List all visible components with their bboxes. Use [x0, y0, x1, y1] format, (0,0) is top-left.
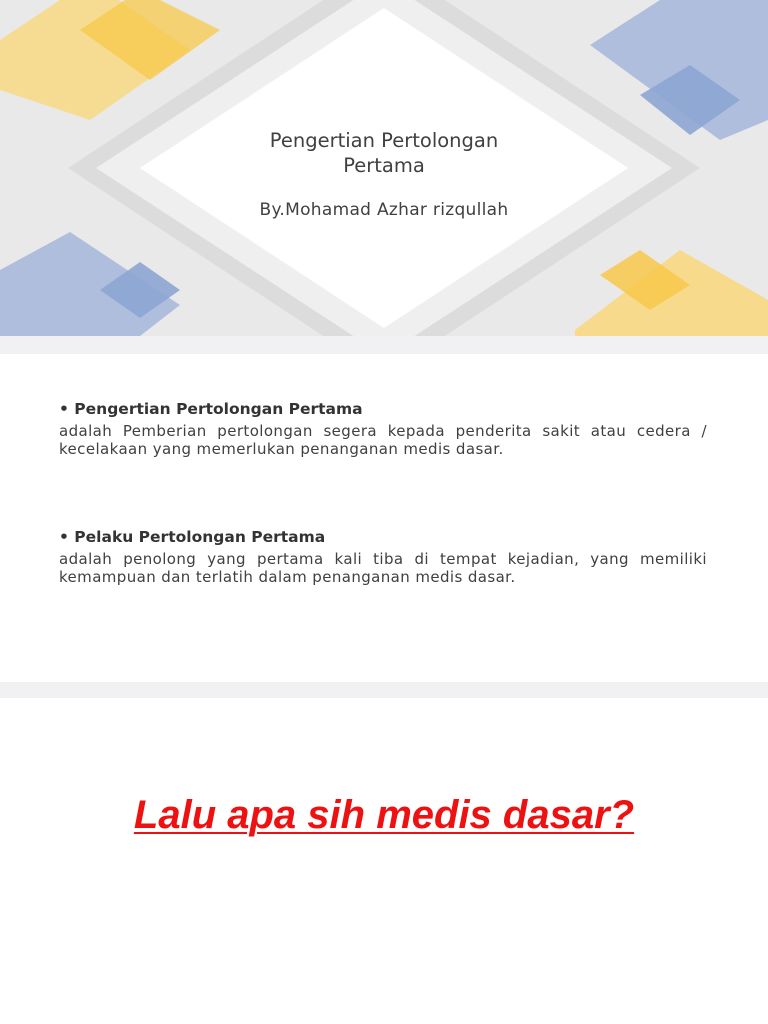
definition-heading: • Pengertian Pertolongan Pertama — [59, 400, 363, 418]
definition-heading: • Pelaku Pertolongan Pertama — [59, 528, 326, 546]
question-text: Lalu apa sih medis dasar? — [133, 793, 635, 837]
author-line: By.Mohamad Azhar rizqullah — [259, 200, 509, 220]
title-slide — [0, 0, 768, 336]
definition-section-1 — [59, 400, 707, 458]
title-block — [184, 128, 584, 220]
slide-separator — [0, 682, 768, 698]
slide-separator — [0, 336, 768, 354]
definition-body: adalah penolong yang pertama kali tiba di tempat kejadian, yang memiliki kemampuan dan terlatih dalam penanganan medis dasar. — [59, 550, 707, 586]
question-slide — [0, 698, 768, 1024]
definition-section-2 — [59, 528, 707, 586]
presentation-title: Pengertian Pertolongan Pertama — [269, 129, 499, 177]
definition-body: adalah Pemberian pertolongan segera kepada penderita sakit atau cedera / kecelakaan yang memerlukan penanganan medis dasar. — [59, 422, 707, 458]
definitions-slide — [0, 354, 768, 682]
